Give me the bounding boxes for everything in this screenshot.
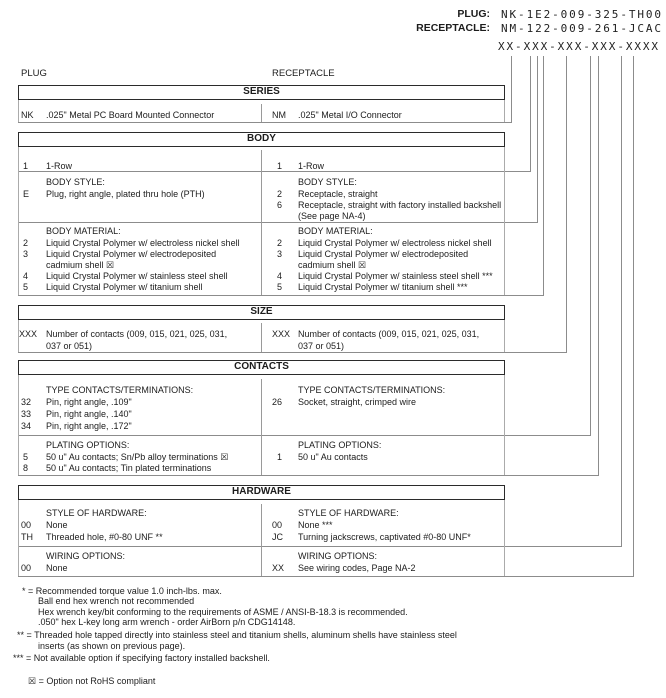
contacts-center-divider	[261, 379, 262, 475]
body-material-option-desc: Liquid Crystal Polymer w/ electrodeposited	[46, 249, 217, 259]
body-style-option-code: E	[23, 189, 30, 199]
body-material-option-code: 2	[23, 238, 29, 248]
body-material-left-header: BODY MATERIAL:	[46, 226, 121, 236]
hardware-style-right-header: STYLE OF HARDWARE:	[298, 508, 399, 518]
body-material-option-desc: Liquid Crystal Polymer w/ electrodeposited	[298, 249, 469, 259]
body-material-option-desc: Liquid Crystal Polymer w/ electroless nickel shell	[298, 238, 492, 248]
hardware-style-left-header: STYLE OF HARDWARE:	[46, 508, 147, 518]
connector-line-series	[511, 56, 512, 122]
contact-type-option-code: 34	[21, 421, 32, 431]
size-center-divider	[261, 323, 262, 352]
series-left-code: NK	[21, 110, 34, 120]
plug-part-number-label: PLUG:	[457, 8, 490, 20]
body-material-option-code: 4	[277, 271, 283, 281]
plug-part-number: NK-1E2-009-325-TH00	[501, 8, 663, 21]
footnote-threaded-hole-line2: inserts (as shown on previous page).	[38, 641, 186, 651]
body-bottom-line	[18, 295, 544, 296]
receptacle-part-number-label: RECEPTACLE:	[416, 22, 490, 34]
body-material-option-desc: Liquid Crystal Polymer w/ stainless steel shell ***	[298, 271, 493, 281]
plating-option-code: 5	[23, 452, 29, 462]
plating-option-code: 1	[277, 452, 283, 462]
connector-line-hardware-style	[621, 56, 622, 546]
wiring-option-code: 00	[21, 563, 32, 573]
contact-type-right-header: TYPE CONTACTS/TERMINATIONS:	[298, 385, 446, 395]
contact-type-option-code: 32	[21, 397, 32, 407]
series-center-divider	[261, 104, 262, 122]
body-style-option-code: 2	[277, 189, 283, 199]
connector-line-body-style	[537, 56, 538, 222]
wiring-right-header: WIRING OPTIONS:	[298, 551, 378, 561]
plating-option-code: 8	[23, 463, 29, 473]
body-material-option-code: 3	[277, 249, 283, 259]
contact-type-option-code: 26	[272, 397, 283, 407]
contact-type-option-desc: Socket, straight, crimped wire	[298, 397, 417, 407]
body-style-option-desc-cont: (See page NA-4)	[298, 211, 366, 221]
hardware-style-option-desc: Threaded hole, #0-80 UNF **	[46, 532, 163, 542]
body-material-option-desc: Liquid Crystal Polymer w/ stainless steel shell	[46, 271, 228, 281]
receptacle-part-number: NM-122-009-261-JCAC	[501, 22, 663, 35]
body-material-option-code: 5	[277, 282, 283, 292]
wiring-option-desc: See wiring codes, Page NA-2	[298, 563, 416, 573]
body-material-option-desc: Liquid Crystal Polymer w/ titanium shell ***	[298, 282, 468, 292]
contact-type-option-desc: Pin, right angle, .172"	[46, 421, 132, 431]
hardware-style-option-code: JC	[272, 532, 283, 542]
body-material-option-desc: Liquid Crystal Polymer w/ titanium shell	[46, 282, 203, 292]
section-header-hardware: HARDWARE	[18, 485, 505, 500]
size-left-desc: Number of contacts (009, 015, 021, 025, 031,	[46, 329, 228, 339]
connector-line-size	[566, 56, 567, 352]
hardware-style-option-desc: None	[46, 520, 68, 530]
body-style-option-desc: Receptacle, straight	[298, 189, 378, 199]
connector-line-row	[530, 56, 531, 171]
body-style-option-code: 6	[277, 200, 283, 210]
plating-right-header: PLATING OPTIONS:	[298, 440, 382, 450]
body-row-left-desc: 1-Row	[46, 161, 73, 171]
contact-type-option-desc: Pin, right angle, .109"	[46, 397, 132, 407]
footnote-torque: * = Recommended torque value 1.0 inch-lbs. max.	[22, 586, 222, 596]
contact-type-option-code: 33	[21, 409, 32, 419]
series-right-desc: .025" Metal I/O Connector	[298, 110, 402, 120]
body-row-right-code: 1	[277, 161, 283, 171]
body-material-option-desc: Liquid Crystal Polymer w/ electroless nickel shell	[46, 238, 240, 248]
body-material-right-header: BODY MATERIAL:	[298, 226, 373, 236]
connector-line-body-material	[543, 56, 544, 295]
plating-option-desc: 50 u" Au contacts; Tin plated terminations	[46, 463, 212, 473]
series-right-code: NM	[272, 110, 286, 120]
body-style-option-desc: Receptacle, straight with factory installed backshell	[298, 200, 502, 210]
body-material-option-code: 3	[23, 249, 29, 259]
hardware-center-divider	[261, 504, 262, 576]
wiring-option-code: XX	[272, 563, 285, 573]
size-left-desc-cont: 037 or 051)	[46, 341, 93, 351]
body-material-option-code: 2	[277, 238, 283, 248]
section-header-size: SIZE	[18, 305, 505, 320]
plating-option-desc: 50 u" Au contacts; Sn/Pb alloy terminations ☒	[46, 452, 229, 462]
series-left-desc: .025" Metal PC Board Mounted Connector	[46, 110, 215, 120]
rohs-legend: ☒ = Option not RoHS compliant	[28, 676, 156, 686]
hardware-bottom-line	[18, 576, 634, 577]
plating-option-desc: 50 u" Au contacts	[298, 452, 368, 462]
footnote-torque-line4: .050" hex L-key long arm wrench - order AirBorn p/n CDG14148.	[38, 617, 296, 627]
footnote-threaded-hole: ** = Threaded hole tapped directly into stainless steel and titanium shells, aluminum shells have stainless steel	[17, 630, 457, 640]
part-number-mask: XX-XXX-XXX-XXX-XXXX	[498, 40, 660, 53]
body-style-left-header: BODY STYLE:	[46, 177, 105, 187]
series-bottom-line	[18, 122, 512, 123]
connector-line-contact-type	[590, 56, 591, 435]
size-bottom-line	[18, 352, 567, 353]
hardware-style-option-desc: Turning jackscrews, captivated #0-80 UNF*	[298, 532, 471, 542]
section-header-series: SERIES	[18, 85, 505, 100]
footnote-torque-line3: Hex wrench key/bit conforming to the requirements of ASME / ANSI-B-18.3 is recommended.	[38, 607, 408, 617]
body-row-right-desc: 1-Row	[298, 161, 325, 171]
contact-type-option-desc: Pin, right angle, .140"	[46, 409, 132, 419]
footnote-not-available: *** = Not available option if specifying factory installed backshell.	[13, 653, 270, 663]
contacts-bottom-line	[18, 475, 599, 476]
contact-type-left-header: TYPE CONTACTS/TERMINATIONS:	[46, 385, 194, 395]
section-header-contacts: CONTACTS	[18, 360, 505, 375]
wiring-left-header: WIRING OPTIONS:	[46, 551, 126, 561]
hardware-style-option-code: 00	[21, 520, 32, 530]
column-header-plug: PLUG	[21, 68, 47, 79]
body-material-option-code: 5	[23, 282, 29, 292]
body-style-option-desc: Plug, right angle, plated thru hole (PTH)	[46, 189, 205, 199]
column-header-receptacle: RECEPTACLE	[272, 68, 335, 79]
section-header-body: BODY	[18, 132, 505, 147]
size-right-code: XXX	[272, 329, 291, 339]
hardware-style-option-desc: None ***	[298, 520, 333, 530]
size-right-desc: Number of contacts (009, 015, 021, 025, 031,	[298, 329, 480, 339]
body-material-option-desc-cont: cadmium shell ☒	[298, 260, 367, 270]
connector-line-wiring	[633, 56, 634, 576]
footnote-torque-line2: Ball end hex wrench not recommended	[38, 596, 195, 606]
body-material-option-code: 4	[23, 271, 29, 281]
body-style-right-header: BODY STYLE:	[298, 177, 357, 187]
hardware-style-option-code: TH	[21, 532, 33, 542]
connector-line-plating	[598, 56, 599, 475]
body-center-divider	[261, 150, 262, 295]
body-material-option-desc-cont: cadmium shell ☒	[46, 260, 115, 270]
size-left-code: XXX	[19, 329, 38, 339]
plating-left-header: PLATING OPTIONS:	[46, 440, 130, 450]
wiring-option-desc: None	[46, 563, 68, 573]
body-row-left-code: 1	[23, 161, 29, 171]
size-right-desc-cont: 037 or 051)	[298, 341, 345, 351]
hardware-style-option-code: 00	[272, 520, 283, 530]
